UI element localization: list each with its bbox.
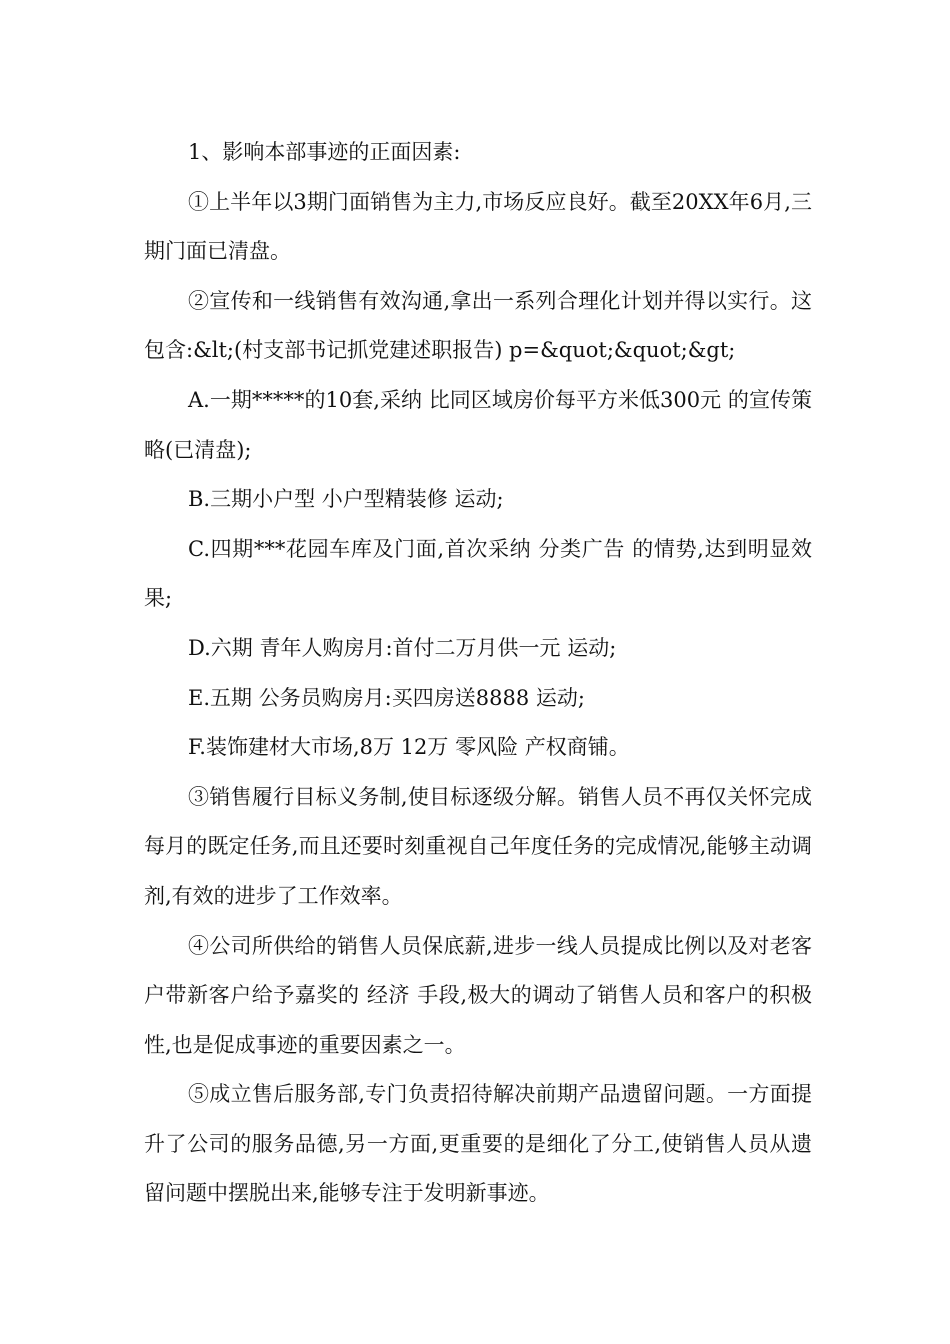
paragraph-item-3: ③销售履行目标义务制,使目标逐级分解。销售人员不再仅关怀完成每月的既定任务,而且还要时刻重视自己年度任务的完成情况,能够主动调剂,有效的进步了工作效率。 bbox=[144, 784, 812, 908]
paragraph-item-1: ①上半年以3期门面销售为主力,市场反应良好。截至20XX年6月,三期门面已清盘。 bbox=[144, 189, 812, 264]
list-item-f: F.装饰建材大市场,8万 12万 零风险 产权商铺。 bbox=[188, 735, 630, 760]
list-item-b: B.三期小户型 小户型精装修 运动; bbox=[188, 487, 504, 512]
list-item-a: A.一期*****的10套,采纳 比同区域房价每平方米低300元 的宣传策略(已清盘); bbox=[144, 387, 812, 462]
list-item-c: C.四期***花园车库及门面,首次采纳 分类广告 的情势,达到明显效果; bbox=[144, 536, 812, 611]
document-body bbox=[144, 128, 812, 1219]
paragraph-item-2: ②宣传和一线销售有效沟通,拿出一系列合理化计划并得以实行。这包含:&lt;(村支部书记抓党建述职报告) p=&quot;&quot;&gt; bbox=[144, 288, 812, 363]
paragraph-item-5: ⑤成立售后服务部,专门负责招待解决前期产品遗留问题。一方面提升了公司的服务品德,另一方面,更重要的是细化了分工,使销售人员从遗留问题中摆脱出来,能够专注于发明新事迹。 bbox=[144, 1082, 812, 1206]
section-heading: 1、影响本部事迹的正面因素: bbox=[188, 140, 461, 164]
list-item-e: E.五期 公务员购房月:买四房送8888 运动; bbox=[188, 685, 585, 710]
paragraph-item-4: ④公司所供给的销售人员保底薪,进步一线人员提成比例以及对老客户带新客户给予嘉奖的 经济 手段,极大的调动了销售人员和客户的积极性,也是促成事迹的重要因素之一。 bbox=[144, 933, 812, 1057]
list-item-d: D.六期 青年人购房月:首付二万月供一元 运动; bbox=[188, 635, 617, 660]
